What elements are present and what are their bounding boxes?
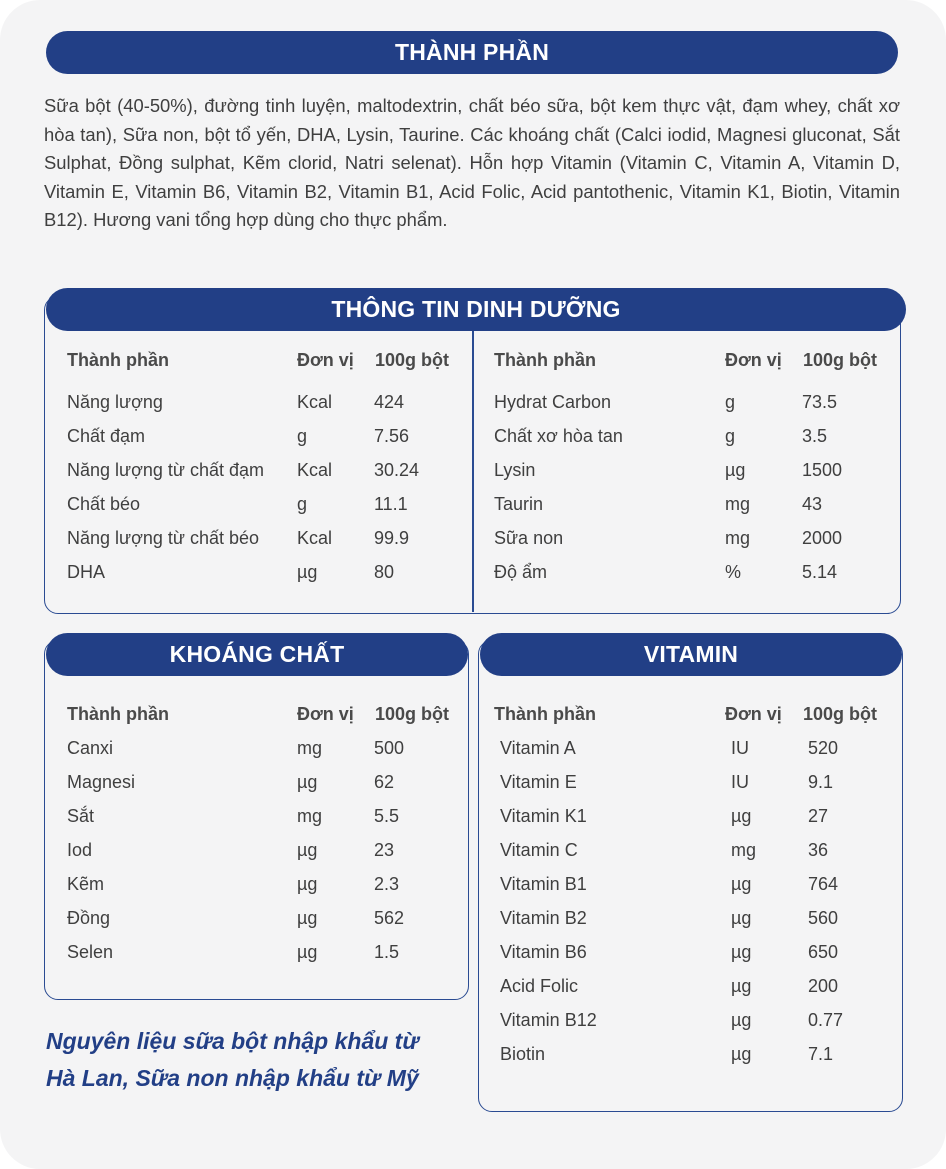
nutrition-right-rows [494, 392, 889, 596]
table-row [494, 942, 889, 976]
header-amount: 100g bột [375, 704, 450, 724]
table-row [494, 528, 889, 562]
row-name: Độ ẩm [494, 562, 548, 582]
vitamins-title: VITAMIN [643, 641, 739, 667]
row-unit: Kcal [297, 392, 333, 412]
table-row [494, 976, 889, 1010]
row-unit: µg [297, 942, 318, 962]
row-unit: µg [297, 874, 318, 894]
header-name: Thành phần [494, 704, 596, 724]
row-unit: µg [731, 874, 752, 894]
row-amount: 1.5 [374, 942, 400, 962]
header-amount: 100g bột [803, 704, 878, 724]
row-name: Vitamin B1 [500, 874, 587, 894]
row-amount: 36 [808, 840, 829, 860]
nutrition-banner [46, 288, 906, 331]
nutrition-table-left [67, 350, 462, 596]
row-unit: µg [731, 908, 752, 928]
table-row [67, 806, 462, 840]
row-amount: 5.14 [802, 562, 838, 582]
row-unit: µg [731, 976, 752, 996]
table-row [67, 426, 462, 460]
table-row [494, 874, 889, 908]
minerals-table [67, 704, 462, 976]
row-name: Chất đạm [67, 426, 146, 446]
row-amount: 23 [374, 840, 395, 860]
nutrition-title: THÔNG TIN DINH DƯỠNG [331, 296, 621, 322]
row-name: Vitamin E [500, 772, 577, 792]
row-unit: mg [297, 738, 323, 758]
row-unit: g [297, 494, 308, 514]
row-unit: µg [297, 562, 318, 582]
row-name: Taurin [494, 494, 544, 514]
ingredients-text: Sữa bột (40-50%), đường tinh luyện, maltodextrin, chất béo sữa, bột kem thực vật, đạm whey, chất xơ hòa tan), Sữa non, bột tổ yến, DHA, Lysin, Taurine. Các khoáng chất (Calci iodid, Magnesi gluconat, Sắt Sulphat, Đồng sulphat, Kẽm clorid, Natri selenat). Hỗn hợp Vitamin (Vitamin C, Vitamin A, Vitamin D, Vitamin E, Vitamin B6, Vitamin B2, Vitamin B1, Acid Folic, Acid pantothenic, Vitamin K1, Biotin, Vitamin B12). Hương vani tổng hợp dùng cho thực phẩm. [44, 95, 900, 231]
table-row [494, 1044, 889, 1078]
row-unit: g [725, 426, 736, 446]
row-name: Chất xơ hòa tan [494, 426, 623, 446]
row-amount: 3.5 [802, 426, 828, 446]
vitamins-table [494, 704, 889, 1078]
row-amount: 764 [808, 874, 839, 894]
table-row [494, 806, 889, 840]
row-name: Năng lượng [67, 392, 163, 412]
row-unit: mg [297, 806, 323, 826]
row-amount: 650 [808, 942, 839, 962]
row-amount: 9.1 [808, 772, 834, 792]
row-name: Đồng [67, 908, 111, 928]
table-row [494, 460, 889, 494]
row-name: Canxi [67, 738, 114, 758]
row-name: Vitamin B6 [500, 942, 587, 962]
row-unit: µg [731, 806, 752, 826]
header-unit: Đơn vị [725, 704, 782, 724]
row-name: Biotin [500, 1044, 546, 1064]
table-row [67, 392, 462, 426]
header-unit: Đơn vị [725, 350, 782, 370]
row-unit: IU [731, 772, 749, 792]
table-row [494, 426, 889, 460]
header-name: Thành phần [494, 350, 596, 370]
row-amount: 11.1 [374, 494, 408, 514]
row-amount: 62 [374, 772, 395, 792]
table-row [494, 392, 889, 426]
vitamins-banner [480, 633, 902, 676]
row-name: Hydrat Carbon [494, 392, 612, 412]
row-unit: µg [297, 772, 318, 792]
ingredients-title: THÀNH PHẦN [394, 39, 550, 65]
row-name: Vitamin K1 [500, 806, 587, 826]
table-row [67, 738, 462, 772]
minerals-title: KHOÁNG CHẤT [169, 641, 345, 667]
table-row [494, 562, 889, 596]
row-amount: 99.9 [374, 528, 410, 548]
row-amount: 200 [808, 976, 839, 996]
origin-note [46, 1023, 466, 1097]
row-amount: 1500 [802, 460, 843, 480]
table-header [494, 704, 889, 738]
table-row [67, 772, 462, 806]
nutrition-column-divider [472, 330, 474, 612]
row-amount: 43 [802, 494, 823, 514]
row-amount: 560 [808, 908, 839, 928]
ingredients-banner [46, 31, 898, 74]
row-unit: µg [731, 1044, 752, 1064]
row-name: Sữa non [494, 528, 564, 548]
row-unit: µg [725, 460, 746, 480]
table-row [67, 874, 462, 908]
table-row [67, 908, 462, 942]
row-amount: 73.5 [802, 392, 838, 412]
table-row [67, 528, 462, 562]
row-amount: 7.1 [808, 1044, 834, 1064]
header-name: Thành phần [67, 704, 169, 724]
row-unit: mg [725, 528, 751, 548]
table-row [67, 840, 462, 874]
row-unit: Kcal [297, 528, 333, 548]
row-name: Năng lượng từ chất đạm [67, 460, 264, 480]
origin-note-line2: Hà Lan, Sữa non nhập khẩu từ Mỹ [46, 1065, 419, 1091]
table-header [67, 350, 462, 392]
row-amount: 7.56 [374, 426, 410, 446]
row-amount: 80 [374, 562, 395, 582]
row-amount: 27 [808, 806, 829, 826]
row-name: Kẽm [67, 874, 105, 894]
row-unit: µg [297, 840, 318, 860]
table-row [494, 840, 889, 874]
row-name: Sắt [67, 806, 95, 826]
row-amount: 520 [808, 738, 839, 758]
row-amount: 2000 [802, 528, 843, 548]
table-row [494, 738, 889, 772]
row-name: Vitamin A [500, 738, 576, 758]
minerals-rows [67, 738, 462, 976]
row-amount: 424 [374, 392, 405, 412]
table-header [67, 704, 462, 738]
row-unit: g [725, 392, 736, 412]
row-name: DHA [67, 562, 106, 582]
header-amount: 100g bột [375, 350, 450, 370]
header-unit: Đơn vị [297, 704, 354, 724]
table-row [67, 460, 462, 494]
nutrition-left-rows [67, 392, 462, 596]
row-unit: % [725, 562, 742, 582]
table-header [494, 350, 889, 392]
header-amount: 100g bột [803, 350, 878, 370]
table-row [494, 908, 889, 942]
row-amount: 5.5 [374, 806, 400, 826]
row-unit: Kcal [297, 460, 333, 480]
row-name: Vitamin B2 [500, 908, 587, 928]
row-unit: g [297, 426, 308, 446]
row-unit: µg [731, 1010, 752, 1030]
row-name: Vitamin B12 [500, 1010, 597, 1030]
nutrition-table-right [494, 350, 889, 596]
row-name: Selen [67, 942, 114, 962]
row-amount: 2.3 [374, 874, 400, 894]
row-unit: mg [725, 494, 751, 514]
row-amount: 30.24 [374, 460, 420, 480]
row-name: Acid Folic [500, 976, 579, 996]
row-name: Lysin [494, 460, 536, 480]
row-unit: µg [297, 908, 318, 928]
row-unit: IU [731, 738, 749, 758]
table-row [494, 1010, 889, 1044]
row-unit: µg [731, 942, 752, 962]
row-amount: 500 [374, 738, 405, 758]
table-row [494, 494, 889, 528]
row-name: Vitamin C [500, 840, 578, 860]
table-row [67, 562, 462, 596]
table-row [67, 942, 462, 976]
header-name: Thành phần [67, 350, 169, 370]
row-unit: mg [731, 840, 757, 860]
table-row [67, 494, 462, 528]
minerals-banner [46, 633, 468, 676]
row-name: Iod [67, 840, 93, 860]
origin-note-line1: Nguyên liệu sữa bột nhập khẩu từ [46, 1028, 419, 1054]
row-name: Magnesi [67, 772, 136, 792]
row-amount: 562 [374, 908, 405, 928]
row-name: Năng lượng từ chất béo [67, 528, 260, 548]
row-name: Chất béo [67, 494, 141, 514]
row-amount: 0.77 [808, 1010, 844, 1030]
vitamins-rows [494, 738, 889, 1078]
header-unit: Đơn vị [297, 350, 354, 370]
table-row [494, 772, 889, 806]
